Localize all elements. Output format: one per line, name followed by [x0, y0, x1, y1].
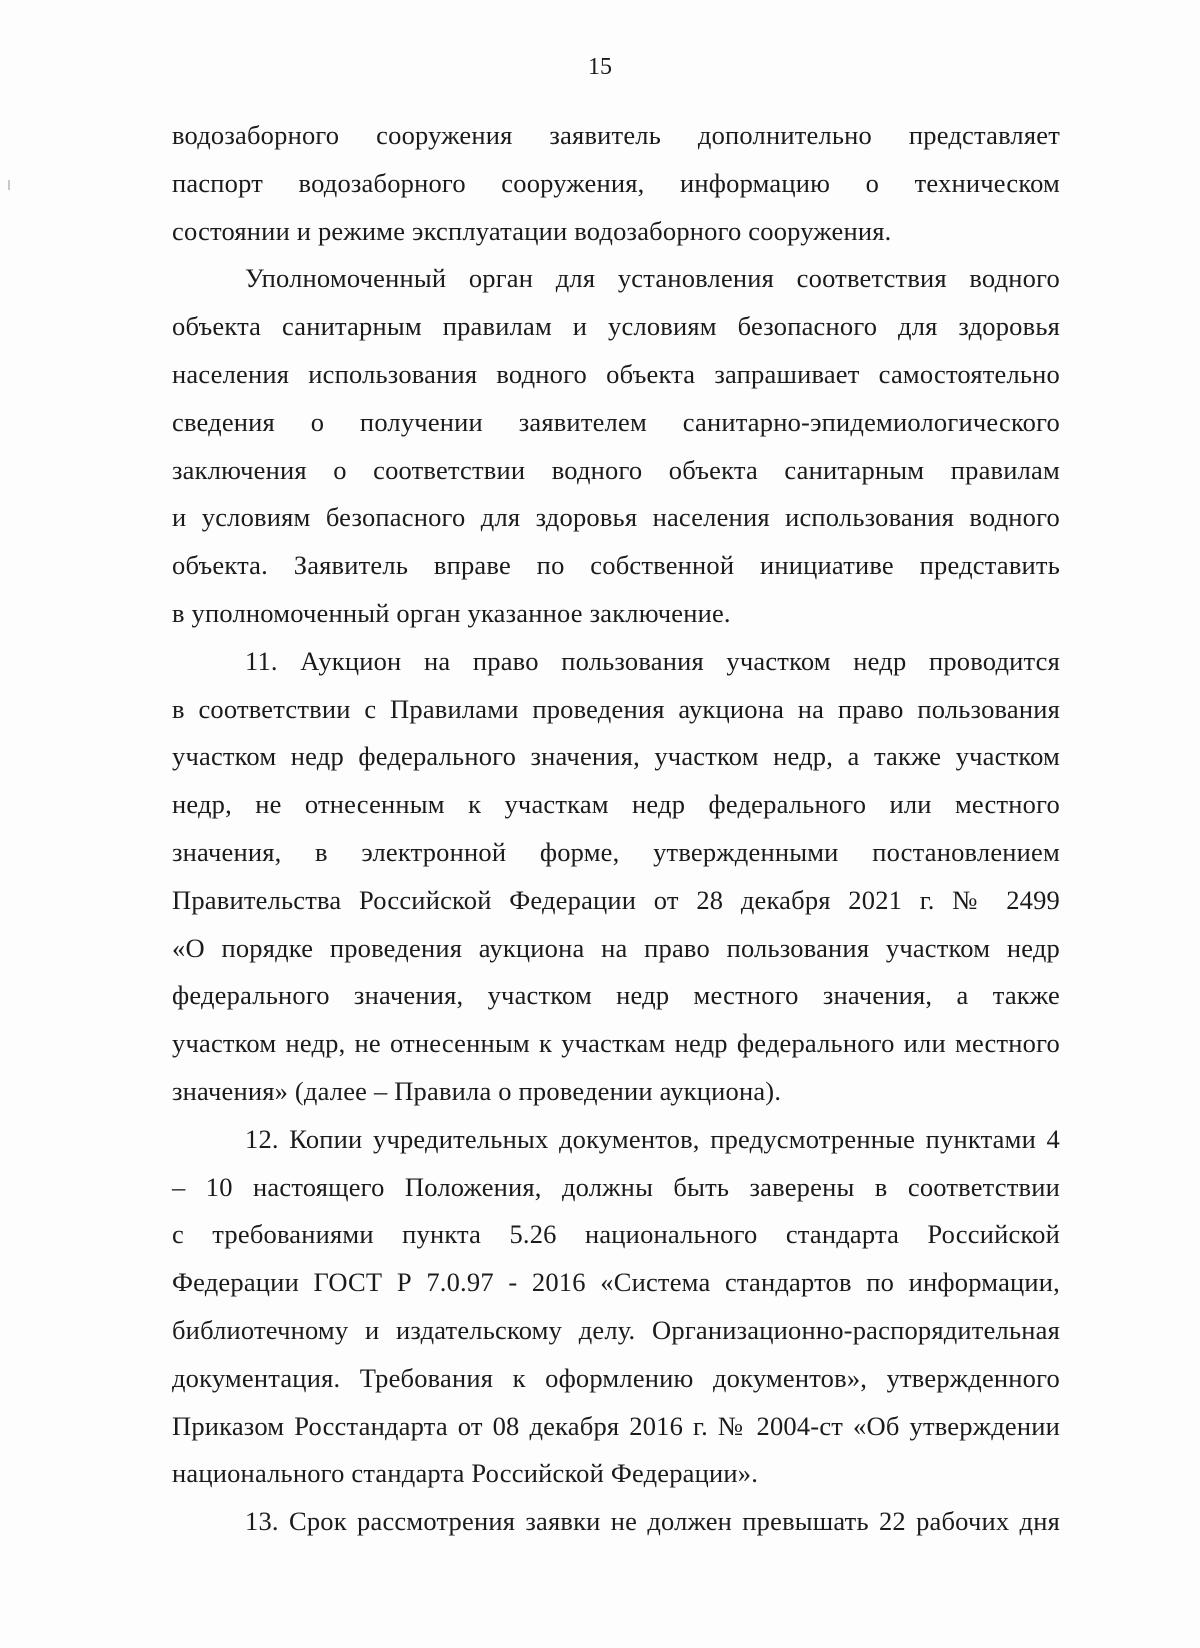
text-line: документация. Требования к оформлению документов», утвержденного: [172, 1362, 1060, 1393]
text-line: участком недр федерального значения, участком недр, а также участком: [172, 741, 1060, 772]
text-line: заключения о соответствии водного объекта санитарным правилам: [172, 454, 1060, 485]
text-line: сведения о получении заявителем санитарно-эпидемиологического: [172, 406, 1060, 437]
document-body: [172, 112, 1060, 1546]
text-line: Правительства Российской Федерации от 28 декабря 2021 г. № 2499: [172, 884, 1060, 915]
text-line: объекта. Заявитель вправе по собственной инициативе представить: [172, 550, 1060, 581]
text-line: участком недр, не отнесенным к участкам недр федерального или местного: [172, 1028, 1060, 1059]
paragraph-item-11: [172, 638, 1060, 1116]
text-line: Приказом Росстандарта от 08 декабря 2016 г. № 2004-ст «Об утверждении: [172, 1410, 1060, 1441]
text-line: в соответствии с Правилами проведения аукциона на право пользования: [172, 693, 1060, 724]
paragraph-authorized-body: [172, 255, 1060, 637]
text-line: библиотечному и издательскому делу. Организационно-распорядительная: [172, 1314, 1060, 1345]
text-line: – 10 настоящего Положения, должны быть заверены в соответствии: [172, 1171, 1060, 1202]
text-line: «О порядке проведения аукциона на право пользования участком недр: [172, 932, 1060, 963]
text-line: значения, в электронной форме, утвержденными постановлением: [172, 836, 1060, 867]
text-line: в уполномоченный орган указанное заключение.: [172, 597, 731, 628]
text-line: с требованиями пункта 5.26 национального стандарта Российской: [172, 1219, 1060, 1250]
text-line: федерального значения, участком недр местного значения, а также: [172, 980, 1060, 1011]
text-line: 11. Аукцион на право пользования участком недр проводится: [245, 645, 1060, 676]
text-line: значения» (далее – Правила о проведении аукциона).: [172, 1075, 782, 1106]
text-line: и условиям безопасного для здоровья населения использования водного: [172, 502, 1060, 533]
text-line: национального стандарта Российской Федерации».: [172, 1458, 759, 1489]
paragraph-item-13: [172, 1498, 1060, 1546]
paragraph-item-12: [172, 1116, 1060, 1498]
text-line: состоянии и режиме эксплуатации водозаборного сооружения.: [172, 215, 892, 246]
paragraph-continuation: [172, 112, 1060, 255]
text-line: паспорт водозаборного сооружения, информацию о техническом: [172, 167, 1060, 198]
text-line: водозаборного сооружения заявитель дополнительно представляет: [172, 120, 1060, 150]
text-line: 12. Копии учредительных документов, предусмотренные пунктами 4: [245, 1123, 1060, 1154]
text-line: недр, не отнесенным к участкам недр федерального или местного: [172, 789, 1060, 820]
text-line: 13. Срок рассмотрения заявки не должен превышать 22 рабочих дня: [245, 1506, 1060, 1537]
text-line: населения использования водного объекта запрашивает самостоятельно: [172, 358, 1060, 389]
text-line: Уполномоченный орган для установления соответствия водного: [245, 263, 1060, 294]
text-line: объекта санитарным правилам и условиям безопасного для здоровья: [172, 311, 1060, 342]
text-line: Федерации ГОСТ Р 7.0.97 - 2016 «Система стандартов по информации,: [172, 1267, 1060, 1298]
page-number: 15: [588, 54, 612, 80]
scan-edge-mark: [8, 180, 10, 190]
